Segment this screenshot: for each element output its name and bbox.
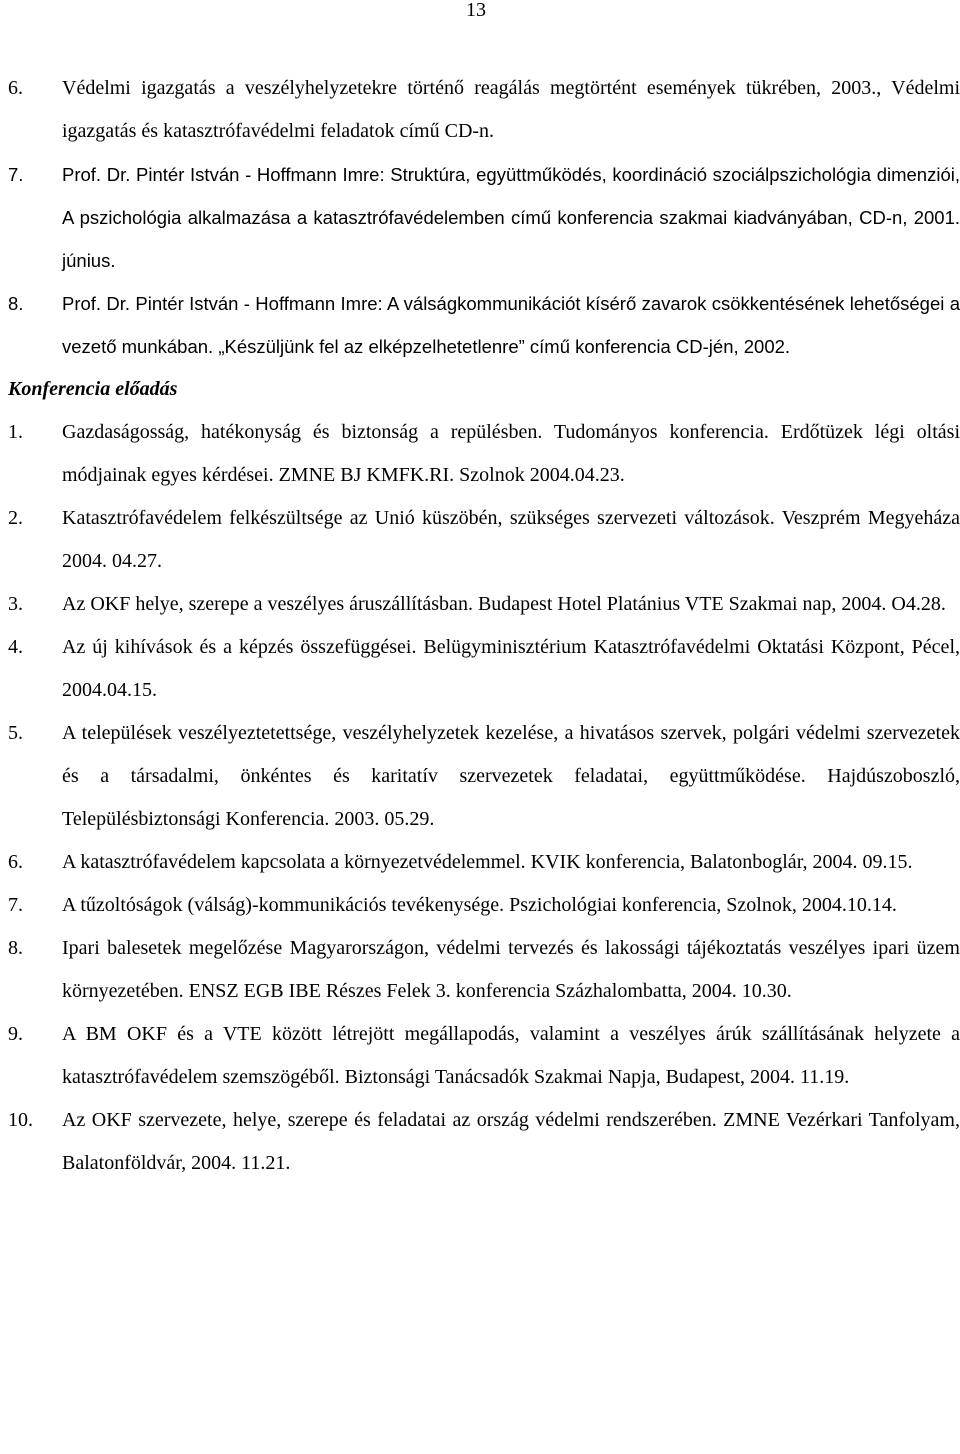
item-text: Védelmi igazgatás a veszélyhelyzetekre történő reagálás megtörtént események tükrében, 2003., Védelmi igazgatás és katasztrófavédelmi feladatok című CD-n. [62,77,960,142]
publication-item [8,67,960,153]
item-text: A BM OKF és a VTE között létrejött megállapodás, valamint a veszélyes árúk szállításának helyzete a katasztrófavédelem szemszögéből. Biztonsági Tanácsadók Szakmai Napja, Budapest, 2004. 11.19. [62,1023,960,1088]
item-number: 7. [8,164,24,185]
section-heading: Konferencia előadás [8,378,178,400]
item-text: Prof. Dr. Pintér István - Hoffmann Imre: Struktúra, együttműködés, koordináció szociálpszichológia dimenziói, A pszichológia alkalmazása a katasztrófavédelemben című konferencia szakmai kiadványában, CD-n, 2001. június. [62,164,960,271]
item-text: Gazdaságosság, hatékonyság és biztonság a repülésben. Tudományos konferencia. Erdőtüzek légi oltási módjainak egyes kérdései. ZMNE BJ KMFK.RI. Szolnok 2004.04.23. [62,421,960,486]
item-number: 4. [8,636,23,658]
item-number: 6. [8,77,23,99]
item-number: 7. [8,894,23,916]
item-text: A tűzoltóságok (válság)-kommunikációs tevékenysége. Pszichológiai konferencia, Szolnok, 2004.10.14. [62,894,897,916]
lecture-item [8,927,960,1013]
item-number: 1. [8,421,23,443]
item-number: 9. [8,1023,23,1045]
item-number: 3. [8,593,23,615]
item-text: Az új kihívások és a képzés összefüggései. Belügyminisztérium Katasztrófavédelmi Oktatási Központ, Pécel, 2004.04.15. [62,636,960,701]
item-number: 2. [8,507,23,529]
item-text: A katasztrófavédelem kapcsolata a környezetvédelemmel. KVIK konferencia, Balatonboglár, 2004. 09.15. [62,851,913,873]
lecture-item [8,583,960,626]
item-text: Az OKF helye, szerepe a veszélyes áruszállításban. Budapest Hotel Platánius VTE Szakmai nap, 2004. O4.28. [62,593,946,615]
item-text: A települések veszélyeztetettsége, veszélyhelyzetek kezelése, a hivatásos szervek, polgári védelmi szervezetek és a társadalmi, önkéntes és karitatív szervezetek feladatai, együttműködése. Hajdúszoboszló, Településbiztonsági Konferencia. 2003. 05.29. [62,722,960,830]
item-number: 8. [8,293,24,314]
item-number: 8. [8,937,23,959]
lecture-item [8,626,960,712]
item-text: Ipari balesetek megelőzése Magyarországon, védelmi tervezés és lakossági tájékoztatás veszélyes ipari üzem környezetében. ENSZ EGB IBE Részes Felek 3. konferencia Százhalombatta, 2004. 10.30. [62,937,960,1002]
publication-item [8,153,960,282]
lecture-item [8,712,960,841]
lecture-item [8,497,960,583]
item-number: 10. [8,1109,33,1131]
item-text: Prof. Dr. Pintér István - Hoffmann Imre: A válságkommunikációt kísérő zavarok csökkentésének lehetőségei a vezető munkában. „Készüljünk fel az elképzelhetetlenre” című konferencia CD-jén, 2002. [62,293,960,357]
page-number: 13 [466,0,486,21]
lecture-item [8,1099,960,1185]
item-number: 6. [8,851,23,873]
item-text: Katasztrófavédelem felkészültsége az Unió küszöbén, szükséges szervezeti változások. Veszprém Megyeháza 2004. 04.27. [62,507,960,572]
publication-item [8,282,960,368]
lecture-item [8,411,960,497]
item-text: Az OKF szervezete, helye, szerepe és feladatai az ország védelmi rendszerében. ZMNE Vezérkari Tanfolyam, Balatonföldvár, 2004. 11.21. [62,1109,960,1174]
lecture-item [8,884,960,927]
lecture-item [8,841,960,884]
document-body [8,67,960,1185]
item-number: 5. [8,722,23,744]
lecture-item [8,1013,960,1099]
